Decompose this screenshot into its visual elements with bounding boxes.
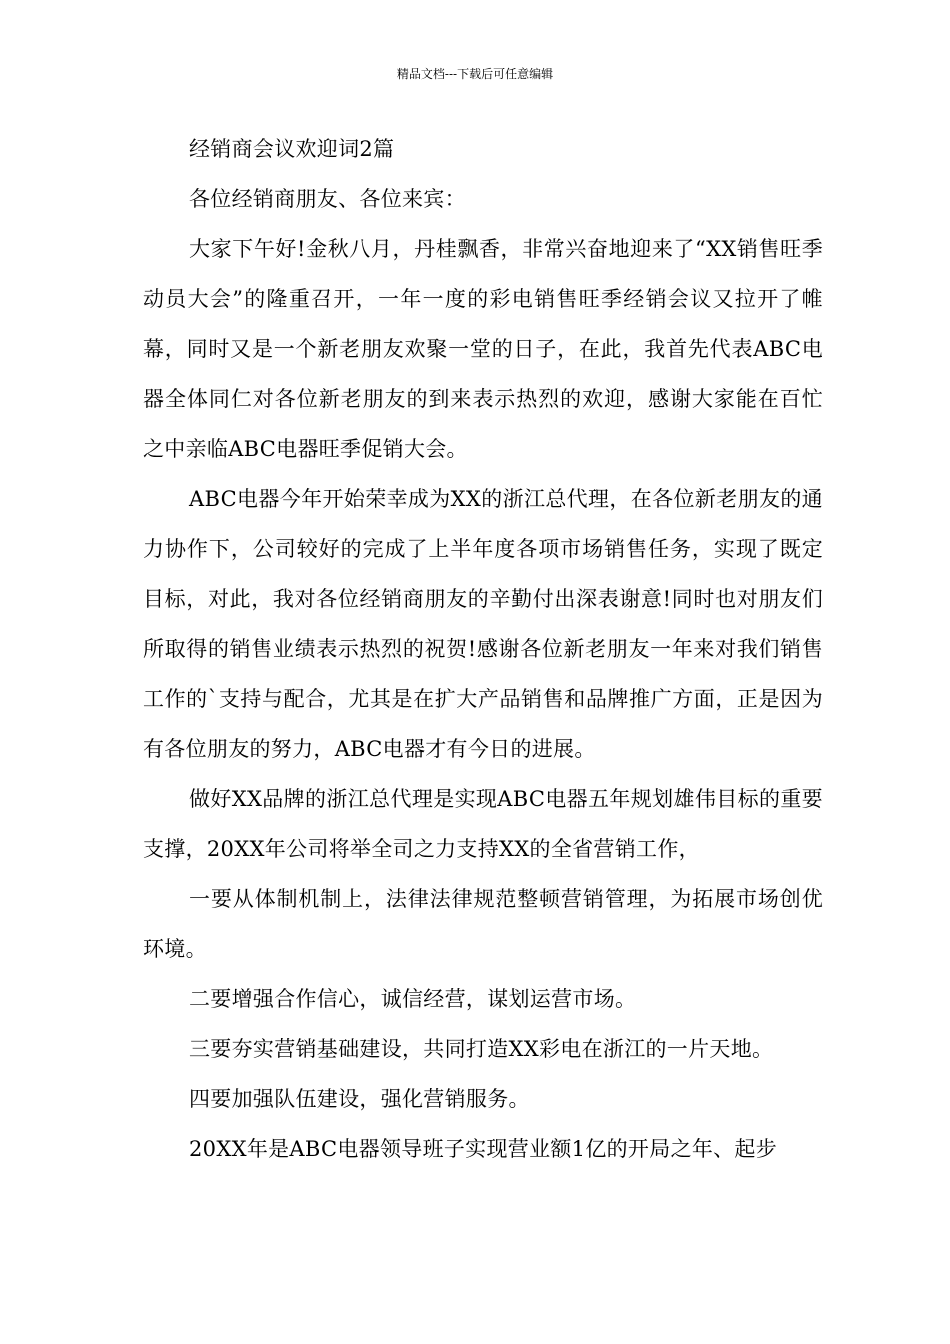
paragraph-point-three: 三要夯实营销基础建设，共同打造XX彩电在浙江的一片天地。 (189, 1037, 774, 1061)
paragraph-point-four: 四要加强队伍建设，强化营销服务。 (189, 1087, 530, 1111)
paragraph-welcome: 大家下午好!金秋八月，丹桂飘香，非常兴奋地迎来了“XX销售旺季动员大会”的隆重召开，一年一度的彩电销售旺季经销会议又拉开了帷幕，同时又是一个新老朋友欢聚一堂的日子，在此，我首先代表ABC电器全体同仁对各位新老朋友的到来表示热烈的欢迎，感谢大家能在百忙之中亲临ABC电器旺季促销大会。 (143, 237, 823, 461)
document-title: 经销商会议欢迎词2篇 (189, 137, 395, 161)
document-body (143, 124, 823, 1174)
paragraph-achievements: ABC电器今年开始荣幸成为XX的浙江总代理，在各位新老朋友的通力协作下，公司较好的完成了上半年度各项市场销售任务，实现了既定目标，对此，我对各位经销商朋友的辛勤付出深表谢意!同时也对朋友们所取得的销售业绩表示热烈的祝贺!感谢各位新老朋友一年来对我们销售工作的`支持与配合，尤其是在扩大产品销售和品牌推广方面，正是因为有各位朋友的努力，ABC电器才有今日的进展。 (143, 487, 823, 761)
paragraph-strategy: 做好XX品牌的浙江总代理是实现ABC电器五年规划雄伟目标的重要支撑，20XX年公司将举全司之力支持XX的全省营销工作， (143, 787, 823, 861)
paragraph-point-two: 二要增强合作信心，诚信经营，谋划运营市场。 (189, 987, 637, 1011)
page-header-note: 精品文档---下载后可任意编辑 (396, 67, 554, 81)
paragraph-point-one: 一要从体制机制上，法律法律规范整顿营销管理，为拓展市场创优环境。 (143, 887, 823, 961)
paragraph-outlook: 20XX年是ABC电器领导班子实现营业额1亿的开局之年、起步 (189, 1137, 778, 1161)
salutation: 各位经销商朋友、各位来宾： (189, 187, 466, 211)
